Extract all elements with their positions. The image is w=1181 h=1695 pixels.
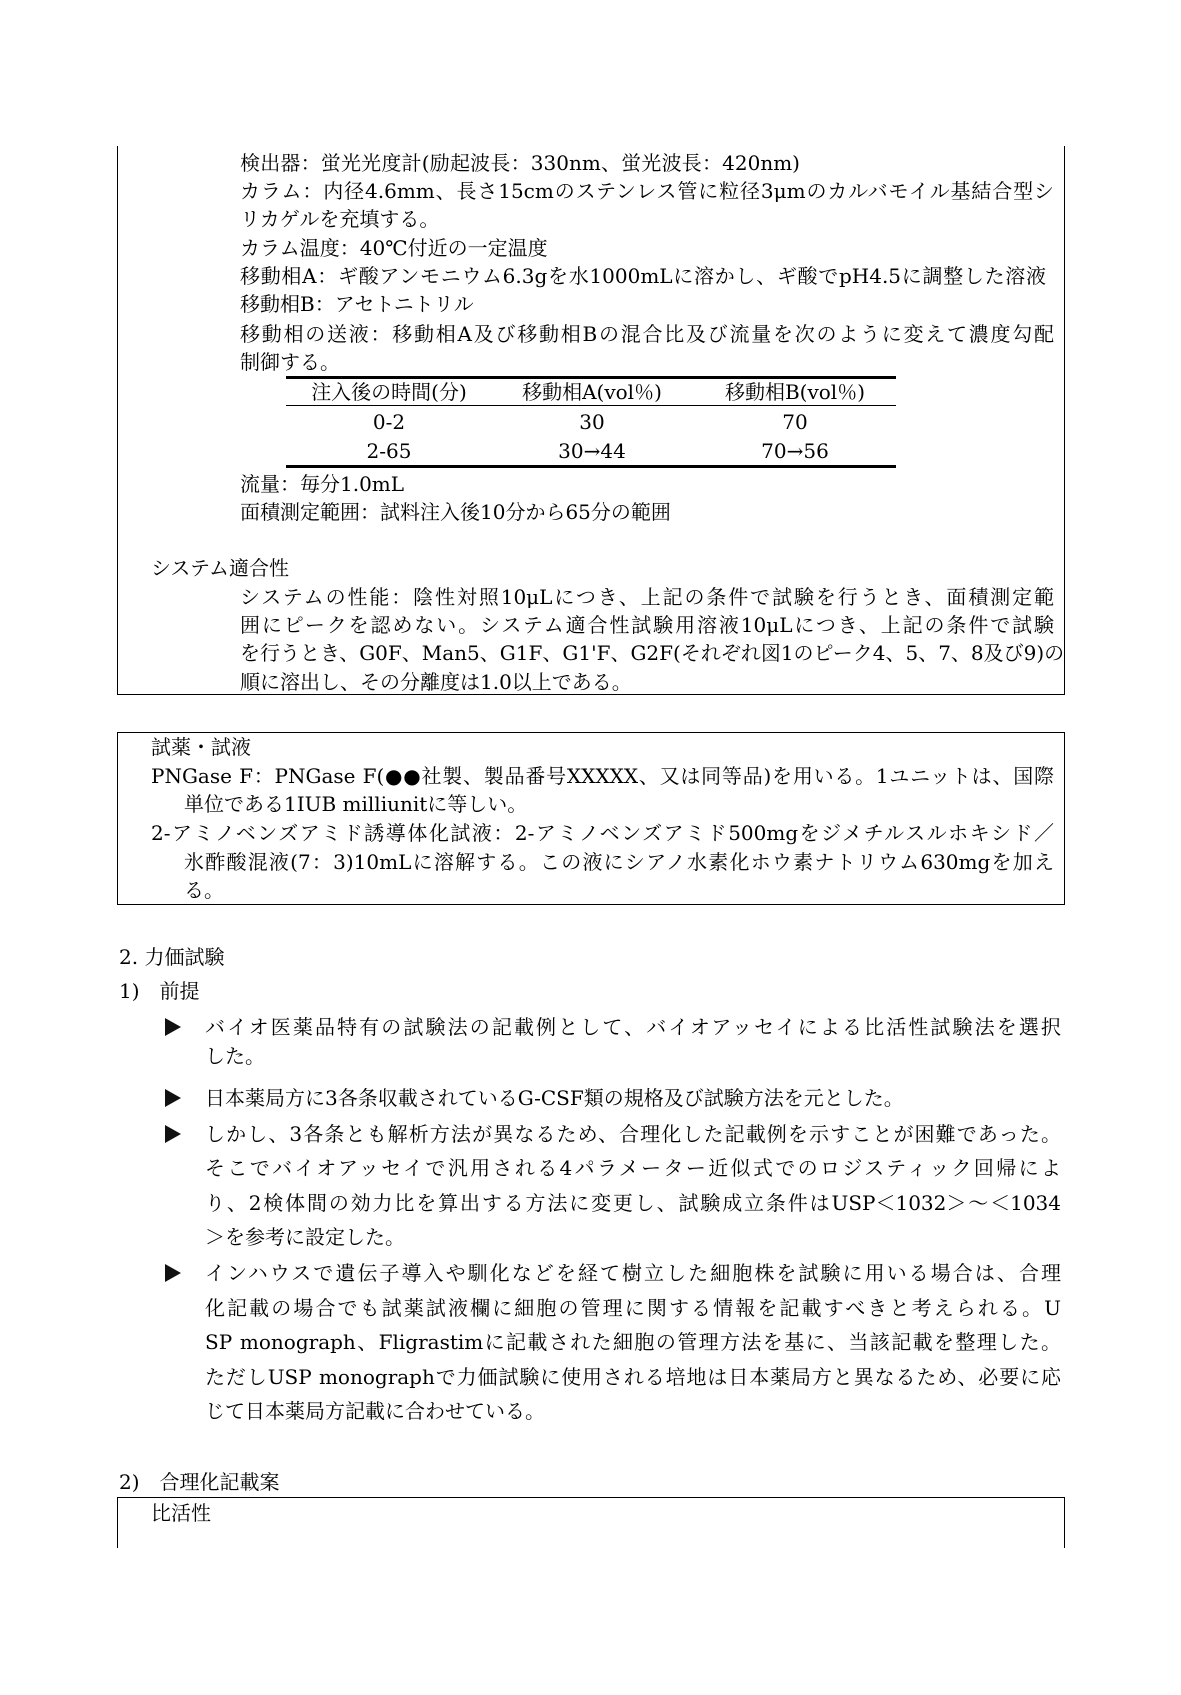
area-range-line: 面積測定範囲：試料注入後10分から65分の範囲 — [240, 500, 671, 524]
bullet-text: 日本薬局方に3各条収載されているG-CSF類の規格及び試験方法を元とした。 — [205, 1086, 904, 1110]
arrow-bullet-icon — [165, 1018, 181, 1036]
bullet-text: 化記載の場合でも試薬試液欄に細胞の管理に関する情報を記載すべきと考えられる。U — [205, 1296, 1061, 1320]
table-cell: 70 — [782, 410, 808, 434]
reagent-line: る。 — [184, 878, 224, 902]
column-line: カラム：内径4.6mm、長さ15cmのステンレス管に粒径3μmのカルバモイル基結合型シ — [240, 179, 1054, 203]
table-header: 注入後の時間(分) — [311, 380, 467, 404]
specific-activity-box — [117, 1497, 1065, 1548]
table-header: 移動相B(vol％) — [724, 380, 866, 404]
column-temp-line: カラム温度：40℃付近の一定温度 — [240, 236, 548, 260]
subsection-premise: 1) 前提 — [119, 979, 200, 1003]
mobile-phase-b-line: 移動相B：アセトニトリル — [240, 292, 474, 316]
reagent-line: PNGase F：PNGase F(●●社製、製品番号XXXXX、又は同等品)を用いる。1ユニットは、国際 — [151, 764, 1054, 788]
table-bottom-rule — [286, 465, 896, 468]
bullet-text: ＞を参考に設定した。 — [205, 1225, 405, 1249]
bullet-text: しかし、3各条とも解析方法が異なるため、合理化した記載例を示すことが困難であった。 — [205, 1122, 1061, 1146]
bullet-text: バイオ医薬品特有の試験法の記載例として、バイオアッセイによる比活性試験法を選択 — [205, 1015, 1061, 1039]
reagents-heading: 試薬・試液 — [151, 735, 251, 759]
reagent-line: 2-アミノベンズアミド誘導体化試液：2-アミノベンズアミド500mgをジメチルスルホキシド／ — [151, 821, 1054, 845]
system-suitability-heading: システム適合性 — [151, 556, 289, 580]
table-header-rule — [286, 405, 896, 406]
section-title: 2. 力価試験 — [119, 945, 225, 969]
reagents-box — [117, 732, 1065, 905]
table-cell: 70→56 — [761, 439, 829, 463]
table-header: 移動相A(vol％) — [522, 380, 662, 404]
bullet-text: そこでバイオアッセイで汎用される4パラメーター近似式でのロジスティック回帰によ — [205, 1156, 1061, 1180]
arrow-bullet-icon — [165, 1125, 181, 1143]
suitability-line: 順に溶出し、その分離度は1.0以上である。 — [240, 670, 632, 694]
suitability-line: 囲にピークを認めない。システム適合性試験用溶液10μLにつき、上記の条件で試験 — [240, 613, 1054, 637]
bullet-text: した。 — [205, 1044, 265, 1068]
suitability-line: を行うとき、G0F、Man5、G1F、G1'F、G2F(それぞれ図1のピーク4、5、7、8及び9)の — [240, 641, 1065, 665]
table-cell: 30→44 — [558, 439, 626, 463]
table-cell: 2-65 — [366, 439, 412, 463]
arrow-bullet-icon — [165, 1264, 181, 1282]
arrow-bullet-icon — [165, 1089, 181, 1107]
table-cell: 0-2 — [372, 410, 406, 434]
flow-rate-line: 流量：毎分1.0mL — [240, 472, 405, 496]
bullet-text: ただしUSP monographで力価試験に使用される培地は日本薬局方と異なるため、必要に応 — [205, 1365, 1061, 1389]
specific-activity-heading: 比活性 — [151, 1501, 211, 1525]
gradient-line: 移動相の送液：移動相A及び移動相Bの混合比及び流量を次のように変えて濃度勾配 — [240, 322, 1054, 346]
suitability-line: システムの性能：陰性対照10μLにつき、上記の条件で試験を行うとき、面積測定範 — [240, 585, 1054, 609]
mobile-phase-a-line: 移動相A：ギ酸アンモニウム6.3gを水1000mLに溶かし、ギ酸でpH4.5に調整した溶液 — [240, 264, 1046, 288]
bullet-text: り、2検体間の効力比を算出する方法に変更し、試験成立条件はUSP＜1032＞～＜1034 — [205, 1191, 1061, 1215]
column-line-cont: リカゲルを充填する。 — [240, 207, 440, 231]
subsection-proposal: 2) 合理化記載案 — [119, 1470, 280, 1494]
reagent-line: 単位である1IUB milliunitに等しい。 — [184, 792, 528, 816]
table-top-rule — [286, 376, 896, 379]
reagent-line: 氷酢酸混液(7：3)10mLに溶解する。この液にシアノ水素化ホウ素ナトリウム630mgを加え — [184, 850, 1054, 874]
gradient-line-cont: 制御する。 — [240, 350, 340, 374]
bullet-text: インハウスで遺伝子導入や馴化などを経て樹立した細胞株を試験に用いる場合は、合理 — [205, 1261, 1061, 1285]
bullet-text: じて日本薬局方記載に合わせている。 — [205, 1399, 545, 1423]
detector-line: 検出器：蛍光光度計(励起波長：330nm、蛍光波長：420nm) — [240, 151, 800, 175]
bullet-text: SP monograph、Fligrastimに記載された細胞の管理方法を基に、当該記載を整理した。 — [205, 1330, 1061, 1354]
table-cell: 30 — [579, 410, 605, 434]
